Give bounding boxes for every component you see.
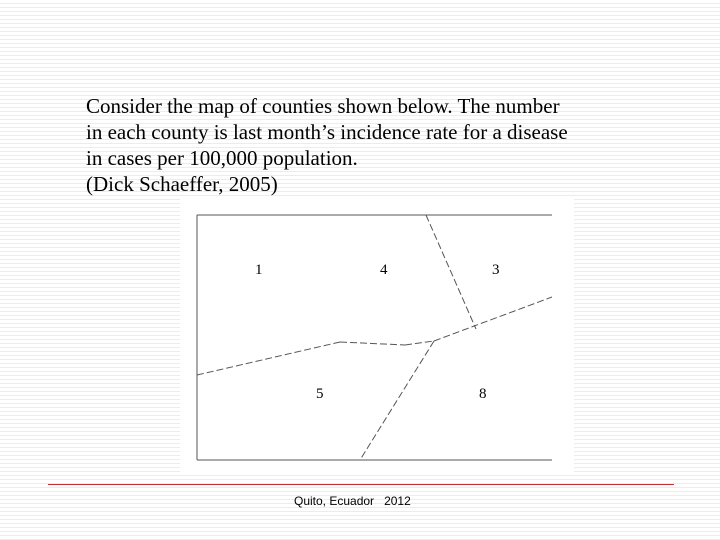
- county-value-label: 1: [255, 262, 263, 278]
- boundary-line: [360, 341, 434, 460]
- county-map-image: [180, 198, 574, 474]
- county-map: [180, 198, 574, 474]
- citation-line: (Dick Schaeffer, 2005): [86, 172, 278, 196]
- county-value-label: 3: [492, 262, 500, 278]
- footer-location: Quito, Ecuador: [294, 494, 375, 508]
- body-line: in each county is last month’s incidence rate for a disease: [86, 120, 568, 144]
- boundary-line: [434, 297, 552, 341]
- county-value-label: 8: [479, 386, 487, 402]
- boundary-line: [426, 215, 476, 329]
- slide-body-text: [86, 93, 686, 197]
- footer-divider: [48, 484, 674, 485]
- footer-year: 2012: [384, 494, 411, 508]
- map-border: [197, 215, 552, 460]
- boundary-line: [340, 342, 405, 345]
- boundary-line: [197, 342, 340, 375]
- body-line: Consider the map of counties shown below. The number: [86, 94, 560, 118]
- footer: [294, 494, 411, 508]
- county-value-label: 5: [316, 386, 324, 402]
- boundary-line: [405, 341, 434, 345]
- body-line: in cases per 100,000 population.: [86, 146, 358, 170]
- county-value-label: 4: [380, 262, 388, 278]
